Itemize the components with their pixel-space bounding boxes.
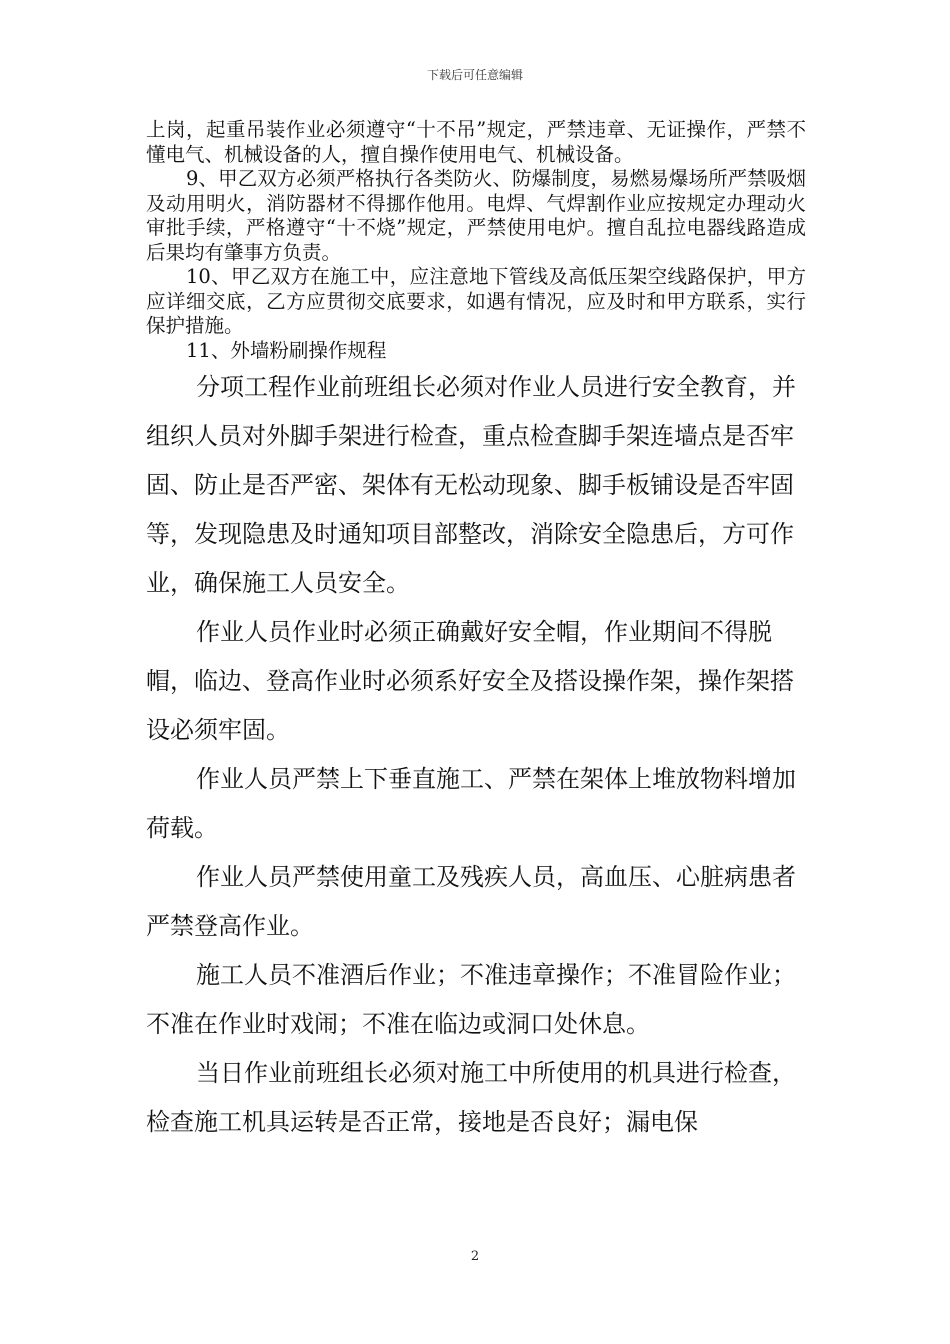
rule-paragraph: 施工人员不准酒后作业；不准违章操作；不准冒险作业；不准在作业时戏闹；不准在临边或洞口处休息。 [146,961,796,1038]
plastering-rules-block [146,363,806,1147]
clause-10: 10、甲乙双方在施工中，应注意地下管线及高低压架空线路保护，甲方应详细交底，乙方应贯彻交底要求，如遇有情况，应及时和甲方联系，实行保护措施。 [146,265,806,337]
page-number: 2 [470,1249,480,1264]
rule-paragraph: 作业人员严禁上下垂直施工、严禁在架体上堆放物料增加荷载。 [146,765,796,842]
rule-paragraph: 作业人员作业时必须正确戴好安全帽，作业期间不得脱帽，临边、登高作业时必须系好安全及搭设操作架，操作架搭设必须牢固。 [146,618,794,744]
clause-block [146,118,806,363]
document-body [146,118,806,1147]
rule-paragraph: 分项工程作业前班组长必须对作业人员进行安全教育，并组织人员对外脚手架进行检查，重点检查脚手架连墙点是否牢固、防止是否严密、架体有无松动现象、脚手板铺设是否牢固等，发现隐患及时通知项目部整改，消除安全隐患后，方可作业，确保施工人员安全。 [146,373,796,597]
rule-paragraph: 当日作业前班组长必须对施工中所使用的机具进行检查，检查施工机具运转是否正常，接地是否良好；漏电保 [146,1059,796,1136]
header-note: 下载后可任意编辑 [426,68,523,82]
clause-9: 9、甲乙双方必须严格执行各类防火、防爆制度，易燃易爆场所严禁吸烟及动用明火，消防器材不得挪作他用。电焊、气焊割作业应按规定办理动火审批手续，严格遵守“十不烧”规定，严禁使用电炉。擅自乱拉电器线路造成后果均有肇事方负责。 [146,167,806,264]
clause-11-heading: 11、外墙粉刷操作规程 [186,338,387,362]
rule-paragraph: 作业人员严禁使用童工及残疾人员，高血压、心脏病患者严禁登高作业。 [146,863,796,940]
paragraph-continuation: 上岗，起重吊装作业必须遵守“十不吊”规定，严禁违章、无证操作，严禁不懂电气、机械设备的人，擅自操作使用电气、机械设备。 [146,118,806,166]
